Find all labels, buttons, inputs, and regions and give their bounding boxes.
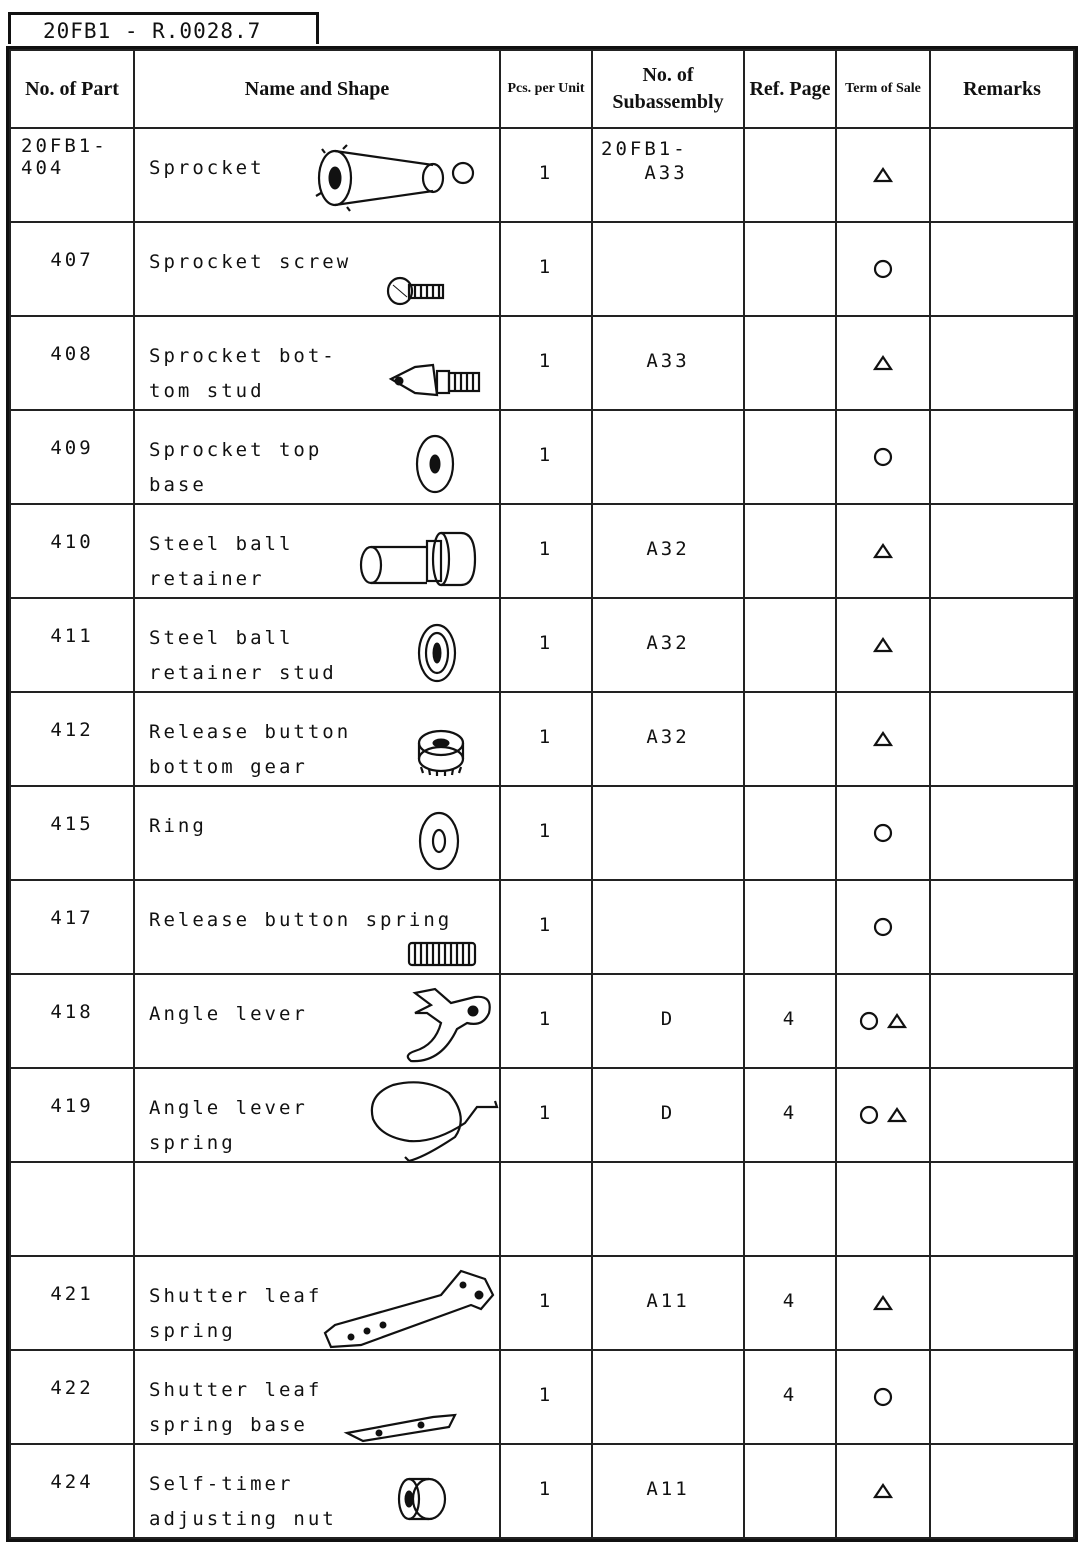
pieces-per-unit: 1 [500,598,592,692]
remarks-cell [930,222,1074,316]
table-row [10,128,1074,222]
term-of-sale [836,692,930,786]
part-name: Self-timer adjusting nut [149,1473,337,1530]
part-name-cell [134,974,500,1068]
subassembly-number [592,1350,744,1444]
table-row [10,1350,1074,1444]
part-name: Release button spring [149,909,453,931]
remarks-cell [930,316,1074,410]
term-of-sale [836,1256,930,1350]
table-row [10,222,1074,316]
pieces-per-unit: 1 [500,1350,592,1444]
pieces-per-unit: 1 [500,316,592,410]
part-name-cell [134,1256,500,1350]
sprocket-icon [313,143,483,213]
part-name: Sprocket screw [149,251,352,273]
remarks-cell [930,974,1074,1068]
part-name-cell [134,1444,500,1538]
ref-page [744,410,836,504]
subassembly-number [592,880,744,974]
subassembly-number: A11 [592,1256,744,1350]
part-name-cell [134,222,500,316]
pieces-per-unit: 1 [500,410,592,504]
leaf-spring-icon [321,1265,499,1349]
subassembly-number: A32 [592,598,744,692]
term-of-sale [836,504,930,598]
table-row [10,504,1074,598]
part-name-cell [134,410,500,504]
term-of-sale [836,598,930,692]
part-name: Ring [149,815,207,837]
triangle-icon [872,354,894,372]
remarks-cell [930,1444,1074,1538]
remarks-cell [930,880,1074,974]
triangle-icon [872,166,894,184]
retainer-icon [357,529,481,589]
triangle-icon [872,542,894,560]
part-name: Release button bottom gear [149,721,352,778]
part-number: 20FB1- 404 [10,128,134,222]
pieces-per-unit: 1 [500,974,592,1068]
ref-page [744,880,836,974]
ref-page [744,128,836,222]
part-number: 418 [10,974,134,1068]
part-name-cell [134,316,500,410]
ref-page [744,316,836,410]
subassembly-number: 20FB1- A33 [592,128,744,222]
remarks-cell [930,692,1074,786]
subassembly-number: A33 [592,316,744,410]
parts-list-sheet [6,46,1078,1542]
part-name: Angle lever [149,1003,308,1025]
part-number: 411 [10,598,134,692]
header-pcs: Pcs. per Unit [500,50,592,128]
remarks-cell [930,598,1074,692]
pieces-per-unit: 1 [500,504,592,598]
part-name-cell [134,1162,500,1256]
circle-icon [872,446,894,468]
triangle-icon [872,730,894,748]
part-number: 422 [10,1350,134,1444]
part-number: 417 [10,880,134,974]
term-of-sale [836,222,930,316]
part-number: 410 [10,504,134,598]
remarks-cell [930,1256,1074,1350]
subassembly-number: A11 [592,1444,744,1538]
parts-table [9,49,1075,1539]
ref-page: 4 [744,974,836,1068]
header-term-of-sale: Term of Sale [836,50,930,128]
wire-spring-icon [365,1077,501,1163]
header-remarks: Remarks [930,50,1074,128]
ref-page [744,1444,836,1538]
table-row [10,880,1074,974]
part-name-cell [134,128,500,222]
subassembly-number: D [592,1068,744,1162]
subassembly-number [592,786,744,880]
ref-page: 4 [744,1350,836,1444]
term-of-sale [836,1350,930,1444]
circle-icon [858,1010,880,1032]
ref-page: 4 [744,1256,836,1350]
washer-icon [413,433,459,495]
pieces-per-unit: 1 [500,1256,592,1350]
remarks-cell [930,1350,1074,1444]
pieces-per-unit: 1 [500,1068,592,1162]
circle-icon [872,916,894,938]
header-part-no: No. of Part [10,50,134,128]
remarks-cell [930,1068,1074,1162]
table-row [10,1068,1074,1162]
remarks-cell [930,504,1074,598]
table-row [10,1256,1074,1350]
part-name: Sprocket top base [149,439,323,496]
part-name: Steel ball retainer [149,533,294,590]
pieces-per-unit: 1 [500,128,592,222]
ref-page [744,692,836,786]
stud-icon [385,359,485,401]
part-name: Sprocket bot- tom stud [149,345,337,402]
remarks-cell [930,410,1074,504]
part-number: 419 [10,1068,134,1162]
circle-icon [872,822,894,844]
part-name: Sprocket [149,157,265,179]
nut-icon [395,1475,449,1523]
term-of-sale [836,786,930,880]
pieces-per-unit: 1 [500,786,592,880]
gear-icon [411,723,471,779]
pieces-per-unit: 1 [500,1444,592,1538]
part-name-cell [134,504,500,598]
part-number: 409 [10,410,134,504]
table-row [10,692,1074,786]
part-number: 421 [10,1256,134,1350]
part-name-cell [134,598,500,692]
ref-page [744,1162,836,1256]
table-header-row [10,50,1074,128]
part-name-cell [134,1350,500,1444]
part-name: Steel ball retainer stud [149,627,337,684]
triangle-icon [872,636,894,654]
spring-base-icon [343,1407,461,1443]
part-number: 424 [10,1444,134,1538]
part-name-cell [134,880,500,974]
term-of-sale [836,974,930,1068]
coil-spring-icon [405,939,481,969]
ref-page [744,598,836,692]
term-of-sale [836,316,930,410]
triangle-icon [886,1012,908,1030]
triangle-icon [872,1482,894,1500]
part-name-cell [134,786,500,880]
subassembly-number: A32 [592,692,744,786]
circle-icon [872,1386,894,1408]
part-name-cell [134,692,500,786]
subassembly-number [592,410,744,504]
table-row [10,1162,1074,1256]
term-of-sale [836,410,930,504]
part-number: 408 [10,316,134,410]
subassembly-number [592,1162,744,1256]
ring-icon [417,809,463,873]
term-of-sale [836,1444,930,1538]
remarks-cell [930,128,1074,222]
ref-page [744,786,836,880]
part-name: Angle lever spring [149,1097,308,1154]
triangle-icon [886,1106,908,1124]
circle-icon [872,258,894,280]
ref-page [744,222,836,316]
triangle-icon [872,1294,894,1312]
document-reference: 20FB1 - R.0028.7 [8,12,319,44]
pieces-per-unit: 1 [500,222,592,316]
pieces-per-unit [500,1162,592,1256]
part-name: Shutter leaf spring [149,1285,323,1342]
term-of-sale [836,128,930,222]
subassembly-number: D [592,974,744,1068]
ref-page [744,504,836,598]
remarks-cell [930,1162,1074,1256]
circle-icon [858,1104,880,1126]
part-number: 412 [10,692,134,786]
table-row [10,410,1074,504]
part-number: 407 [10,222,134,316]
table-row [10,316,1074,410]
term-of-sale [836,1068,930,1162]
table-row [10,974,1074,1068]
part-number: 415 [10,786,134,880]
table-row [10,786,1074,880]
table-row [10,1444,1074,1538]
angle-lever-icon [401,983,497,1065]
subassembly-number [592,222,744,316]
part-name: Shutter leaf spring base [149,1379,323,1436]
term-of-sale [836,1162,930,1256]
retainer-stud-icon [413,621,465,685]
remarks-cell [930,786,1074,880]
term-of-sale [836,880,930,974]
header-name-shape: Name and Shape [134,50,500,128]
part-number [10,1162,134,1256]
part-name-cell [134,1068,500,1162]
ref-page: 4 [744,1068,836,1162]
header-subassembly: No. of Subassembly [592,50,744,128]
screw-icon [385,275,449,307]
subassembly-number: A32 [592,504,744,598]
header-ref-page: Ref. Page [744,50,836,128]
pieces-per-unit: 1 [500,880,592,974]
table-row [10,598,1074,692]
pieces-per-unit: 1 [500,692,592,786]
